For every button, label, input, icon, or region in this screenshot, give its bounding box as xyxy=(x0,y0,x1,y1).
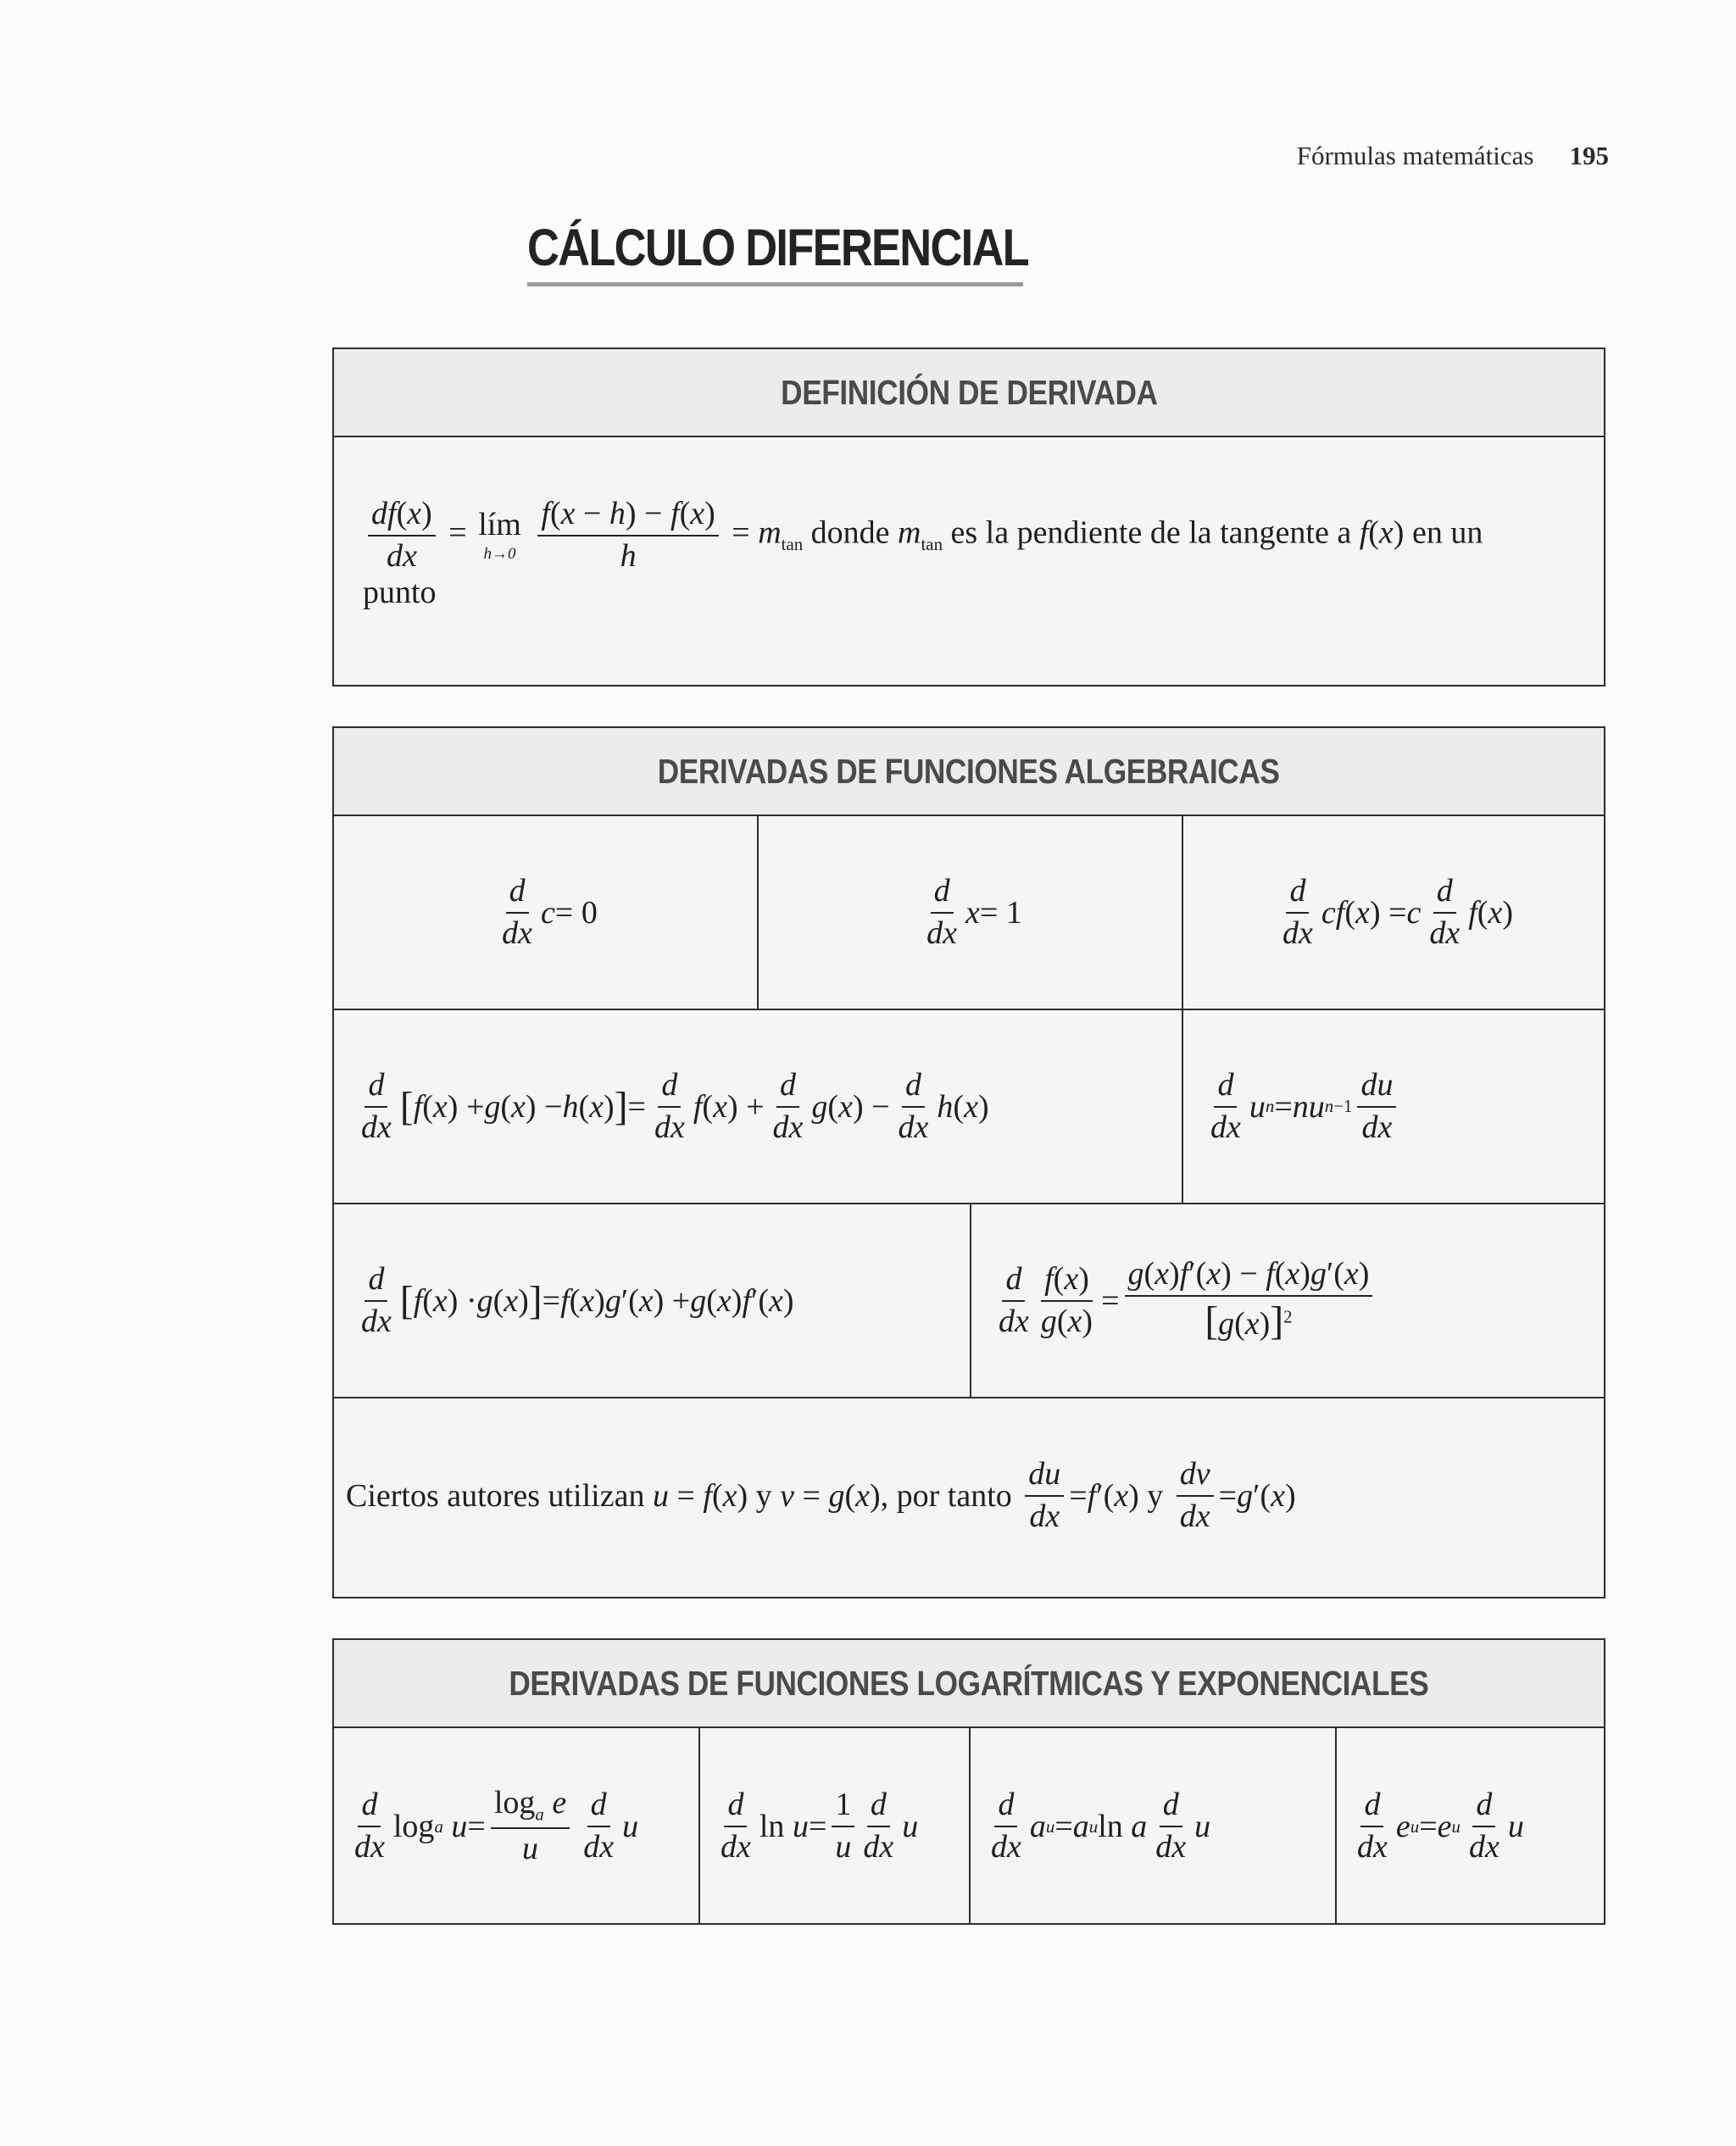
formula-quotient-rule: $\frac{d}{dx}$ $\frac{f(x)}{g(x)}$ = $\frac{g(x)f'(x) - f(x)g'(x)}{[g(x)]^2}$ xyxy=(971,1204,1604,1397)
notation-note: Ciertos autores utilizan u = f ( x ) y v = g ( x ) , por tanto $\frac{du}{dx}$ = f ′( x ) y $\frac{dv}{dx}$ = g ′( x ) xyxy=(346,1455,1296,1534)
running-head-section: Fórmulas matemáticas xyxy=(1296,141,1534,170)
definition-formula: $\frac{df(x)}{dx}$ = lím h→0 $\frac{f(x - h) - f(x)}{h}$ = $m_{tan}$ donde $m_{tan}$ es la pendiente de la tangente a f(x) en un punto xyxy=(334,437,1604,688)
log-exp-header: DERIVADAS DE FUNCIONES LOGARÍTMICAS Y EXPONENCIALES xyxy=(334,1640,1604,1728)
running-head xyxy=(1297,141,1609,171)
note-y1: y xyxy=(755,1477,772,1514)
algebraic-header: DERIVADAS DE FUNCIONES ALGEBRAICAS xyxy=(334,728,1604,816)
log-exp-row xyxy=(334,1728,1604,1925)
note-y2: y xyxy=(1147,1477,1164,1514)
formula-power-rule: $\frac{d}{dx}$ u n = nu n−1 $\frac{du}{dx}$ xyxy=(1183,1010,1604,1203)
page-number: 195 xyxy=(1569,141,1609,170)
definition-text-punto: punto xyxy=(363,574,437,610)
definition-header: DEFINICIÓN DE DERIVADA xyxy=(334,349,1604,437)
log-exp-box xyxy=(332,1638,1605,1925)
algebraic-box xyxy=(332,726,1605,1598)
chapter-title: CÁLCULO DIFERENCIAL xyxy=(527,219,1028,276)
title-underline xyxy=(527,282,1023,286)
formula-product-rule: $\frac{d}{dx}$ [ f ( x ) · g ( x ) ] = f ( x ) g ′( x ) + g ( x ) f ′( x ) xyxy=(334,1204,971,1397)
formula-derivative-constant: $\frac{d}{dx}$ c = 0 xyxy=(334,816,759,1009)
formula-exp-e: $\frac{d}{dx}$ e u = e u $\frac{d}{dx}$ u xyxy=(1357,1787,1524,1865)
definition-box xyxy=(332,347,1605,687)
algebraic-row-1 xyxy=(334,816,1604,1010)
formula-sum-rule: $\frac{d}{dx}$ [ f ( x ) + g ( x ) − h ( x ) ] = $\frac{d}{dx}$ f ( x ) + $\frac{d}{dx}$ g ( x ) − $\frac{d}{dx}$ h ( x ) xyxy=(334,1010,1183,1203)
definition-text-en-un: en un xyxy=(1411,514,1483,551)
note-prefix: Ciertos autores utilizan xyxy=(346,1477,645,1514)
note-por-tanto: , por tanto xyxy=(880,1477,1012,1514)
algebraic-row-3 xyxy=(334,1204,1604,1398)
definition-text-pendiente: es la pendiente de la tangente a xyxy=(950,514,1352,551)
formula-derivative-x: $\frac{d}{dx}$ x = 1 xyxy=(759,816,1183,1009)
formula-ln: $\frac{d}{dx}$ ln u = $\frac{1}{u}$ $\frac{d}{dx}$ u xyxy=(700,1728,971,1925)
definition-text-donde: donde xyxy=(810,514,890,551)
lim-word: lím xyxy=(478,507,521,543)
formula-constant-multiple: $\frac{d}{dx}$ cf ( x ) = c $\frac{d}{dx}$ f ( x ) xyxy=(1283,872,1513,951)
formula-exp-base-a: $\frac{d}{dx}$ a u = a u ln a $\frac{d}{dx}$ u xyxy=(971,1728,1337,1925)
lim-subscript: h→0 xyxy=(483,545,516,564)
formula-log-base-a: $\frac{d}{dx}$ log a u = $\frac{\log_a e}{u}$ $\frac{d}{dx}$ u xyxy=(334,1728,700,1925)
tan-subscript: tan xyxy=(781,534,804,555)
algebraic-row-2 xyxy=(334,1010,1604,1204)
algebraic-row-4 xyxy=(334,1398,1604,1593)
